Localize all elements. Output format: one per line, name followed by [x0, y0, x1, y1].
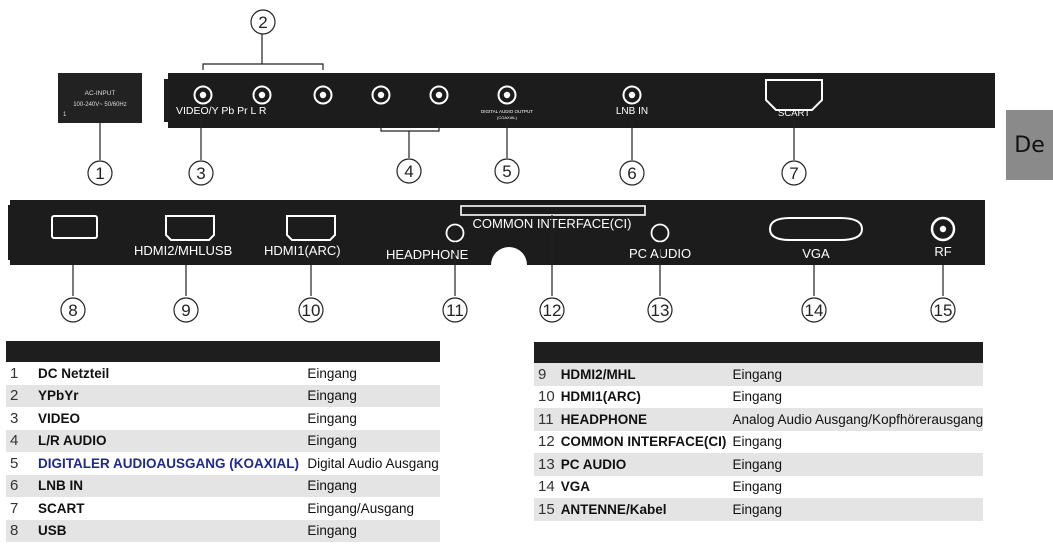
label-vga: VGA [802, 246, 830, 261]
label-digital-audio-sub: (COAXIAL) [496, 115, 518, 120]
svg-text:15: 15 [933, 301, 953, 320]
svg-text:3: 3 [196, 164, 206, 183]
table-row: 3 VIDEO Eingang [10, 409, 357, 427]
bottom-panel [8, 200, 985, 265]
label-common-interface: COMMON INTERFACE(CI) [472, 216, 632, 231]
label-headphone: HEADPHONE [386, 247, 469, 262]
ac-input-pin: 1 [63, 112, 67, 118]
top-panel [164, 73, 995, 128]
table-row: 9 HDMI2/MHL Eingang [534, 363, 983, 386]
table-row: 10 HDMI1(ARC) Eingang [538, 388, 782, 406]
ac-input-voltage: 100-240V~ 50/60Hz [73, 102, 127, 108]
table-row: 13 PC AUDIO Eingang [534, 453, 983, 476]
label-digital-audio: DIGITAL AUDIO OUTPUT [480, 109, 534, 114]
table-row: 14 VGA Eingang [538, 478, 782, 496]
svg-text:12: 12 [542, 301, 562, 320]
table-row: 4 L/R AUDIO Eingang [6, 430, 440, 453]
table-row: 2 YPbYr Eingang [6, 385, 440, 408]
label-pc-audio: PC AUDIO [629, 246, 692, 261]
callout-12 [540, 298, 564, 322]
callout-2 [251, 10, 275, 34]
callout-8 [61, 298, 85, 322]
ports-table-left [6, 341, 440, 542]
callout-5 [495, 159, 519, 183]
table-row: 12 COMMON INTERFACE(CI) Eingang [538, 433, 782, 451]
ports-table-right [534, 342, 983, 521]
callout-14 [802, 298, 826, 322]
label-scart: SCART [777, 108, 811, 119]
callout-9 [174, 298, 198, 322]
svg-text:4: 4 [404, 162, 414, 181]
svg-text:5: 5 [502, 162, 512, 181]
svg-text:6: 6 [627, 164, 637, 183]
label-rf: RF [934, 244, 952, 259]
svg-text:7: 7 [789, 164, 799, 183]
svg-text:2: 2 [258, 13, 268, 32]
label-video-ypbpr: VIDEO/Y Pb Pr L R [176, 105, 267, 117]
svg-text:13: 13 [650, 301, 670, 320]
callout-6 [620, 161, 644, 185]
svg-text:1: 1 [95, 164, 105, 183]
table-row: 5 DIGITALER AUDIOAUSGANG (KOAXIAL) Digital Audio Ausgang [10, 454, 439, 472]
ac-input-label: AC-INPUT [84, 90, 116, 97]
callout-13 [648, 298, 672, 322]
table-row: 7 SCART Eingang/Ausgang [10, 499, 414, 517]
language-tab: De [1006, 110, 1053, 180]
svg-text:9: 9 [181, 301, 191, 320]
label-hdmi1-arc: HDMI1(ARC) [264, 243, 341, 258]
label-hdmi2-mhl: HDMI2/MHLUSB [134, 243, 233, 258]
svg-text:11: 11 [446, 301, 464, 320]
callout-10 [299, 298, 323, 322]
table-row: 15 ANTENNE/Kabel Eingang [534, 498, 983, 521]
callout-1 [88, 161, 112, 185]
callout-11 [443, 298, 467, 322]
callout-4 [397, 159, 421, 183]
callout-7 [782, 161, 806, 185]
table-row: 1 DC Netzteil Eingang [10, 364, 357, 382]
ac-input-block [58, 73, 142, 123]
table-header [534, 342, 983, 363]
svg-text:14: 14 [804, 301, 824, 320]
table-row: 11 HEADPHONE Analog Audio Ausgang/Kopfhörerausgang [534, 408, 983, 431]
table-row: 6 LNB IN Eingang [6, 475, 440, 498]
svg-text:10: 10 [301, 301, 321, 320]
callout-15 [931, 298, 955, 322]
svg-text:8: 8 [68, 301, 78, 320]
table-header [6, 341, 440, 362]
label-lnb-in: LNB IN [615, 106, 649, 117]
table-row: 8 USB Eingang [6, 520, 440, 543]
callout-3 [189, 161, 213, 185]
